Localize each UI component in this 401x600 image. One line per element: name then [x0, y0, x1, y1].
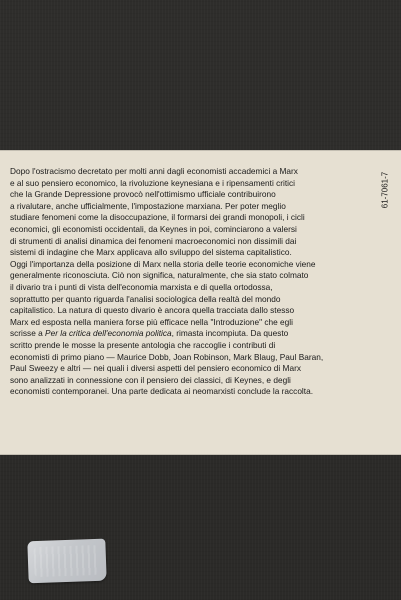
isbn-code: 61-7061-7 [380, 171, 390, 209]
blurb-line: capitalistico. La natura di questo divario è ancora quella tracciata dallo stesso [10, 305, 295, 316]
blurb-line: il divario tra i punti di vista dell'economia marxista e di quella ortodossa, [10, 281, 273, 292]
blurb-line: studiare fenomeni come la disoccupazione, il formarsi dei grandi monopoli, i cicli [10, 212, 305, 223]
blurb-line-suffix: , rimasta incompiuta. Da questo [171, 328, 289, 339]
blurb-line-prefix: scrisse a [10, 328, 46, 339]
blurb-line: Dopo l'ostracismo decretato per molti anni dagli economisti accademici a Marx [10, 166, 298, 176]
blurb-line: sono analizzati in connessione con il pensiero dei classici, di Keynes, e degli [10, 374, 291, 385]
blurb-line-with-title [10, 328, 372, 340]
blurb-text [10, 166, 372, 398]
cover-top-texture [0, 0, 401, 150]
blurb-line: economisti di primo piano — Maurice Dobb, Joan Robinson, Mark Blaug, Paul Baran, [10, 351, 324, 362]
blurb-line: generalmente riconosciuta. Ciò non significa, naturalmente, che sia stato colmato [10, 270, 309, 281]
blurb-line: che la Grande Depressione provocò nell'ottimismo ufficiale contribuirono [10, 189, 276, 200]
blurb-line: Oggi l'importanza della posizione di Marx nella storia delle teorie economiche viene [10, 258, 316, 269]
blurb-line: a rivalutare, anche ufficialmente, l'impostazione marxiana. Per poter meglio [10, 200, 286, 211]
cited-work-title: Per la critica dell'economia politica [45, 328, 172, 339]
price-sticker-remnant [27, 539, 106, 584]
blurb-line: economisti contemporanei. Una parte dedicata ai neomarxisti conclude la raccolta. [10, 386, 313, 397]
blurb-line: economici, gli economisti occidentali, da Keynes in poi, cominciarono a valersi [10, 223, 297, 234]
blurb-line: soprattutto per quanto riguarda l'analisi sociologica della realtà del mondo [10, 293, 281, 304]
blurb-line: e al suo pensiero economico, la rivoluzione keynesiana e i ripensamenti critici [10, 177, 296, 188]
blurb-line: scritto prende le mosse la presente antologia che raccoglie i contributi di [10, 339, 276, 350]
blurb-line: di strumenti di analisi dinamica dei fenomeni macroeconomici non dissimili dai [10, 235, 297, 246]
blurb-line: Paul Sweezy e altri — nei quali i diversi aspetti del pensiero economico di Marx [10, 363, 301, 374]
blurb-line: Marx ed esposta nella maniera forse più efficace nella "Introduzione" che egli [10, 316, 293, 327]
blurb-line: sistemi di indagine che Marx applicava allo sviluppo del sistema capitalistico. [10, 247, 292, 258]
isbn-code-block [378, 150, 392, 230]
